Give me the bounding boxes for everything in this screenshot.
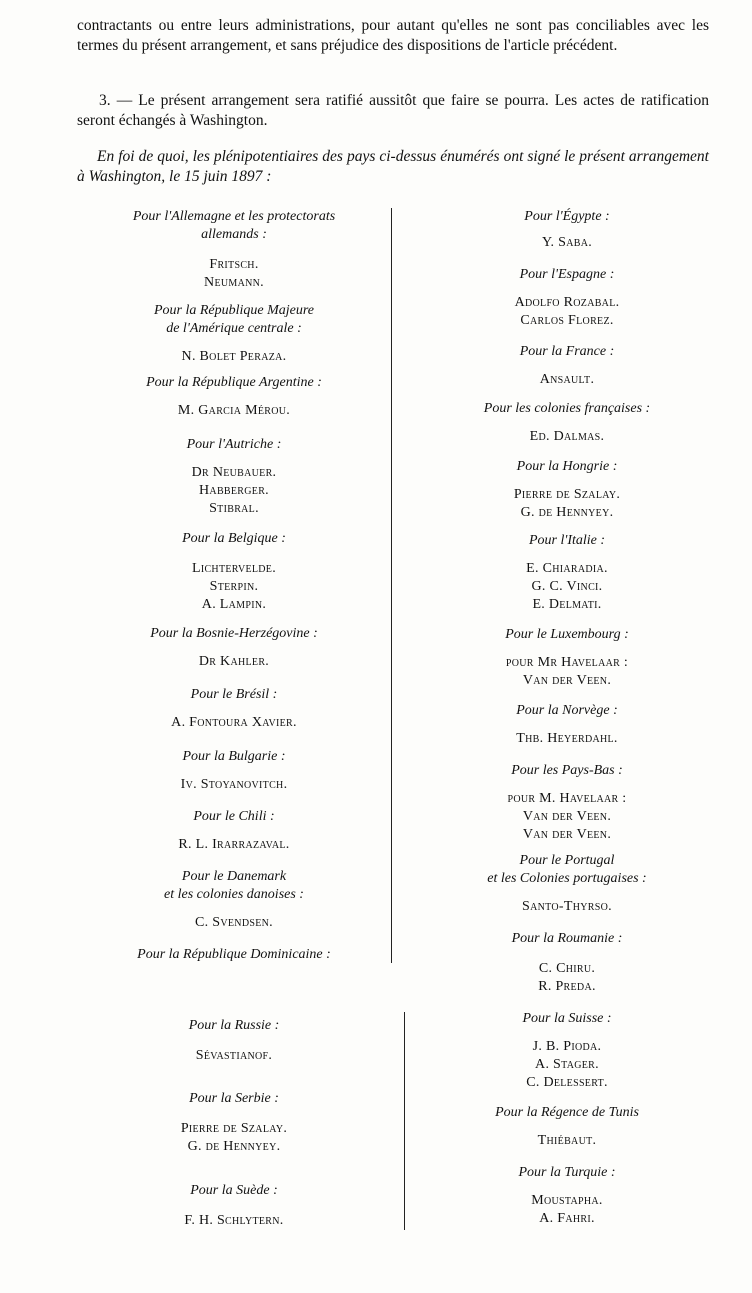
country-label: Pour l'Autriche : xyxy=(186,437,282,452)
signatory-names: Lichtervelde. Sterpin. A. Lampin. xyxy=(191,561,277,612)
signatory-block xyxy=(412,208,722,252)
signatory-block xyxy=(84,302,384,366)
signatory-names: E. Chiaradia. G. C. Vinci. E. Delmati. xyxy=(526,561,608,612)
signatory-block xyxy=(84,946,384,964)
signatory-block xyxy=(412,702,722,748)
country-label: Pour la Russie : xyxy=(188,1018,280,1033)
country-label: Pour la France : xyxy=(519,344,615,359)
signatory-block xyxy=(412,762,722,844)
signatory-block xyxy=(412,266,722,330)
signatory-names: C. Svendsen. xyxy=(195,915,273,930)
signatory-names: F. H. Schlytern. xyxy=(184,1213,284,1228)
signatory-block xyxy=(412,400,722,446)
signatory-names: pour Mr Havelaar : Van der Veen. xyxy=(505,655,629,688)
signatory-names: Moustapha. A. Fahri. xyxy=(531,1193,603,1226)
paragraph-signature-intro: En foi de quoi, les plénipotentiaires des pays ci-dessus énumérés ont signé le présent arrangement à Washington, le 15 juin 1897 : xyxy=(77,148,709,185)
signatory-block xyxy=(412,930,722,996)
signatory-names: C. Chiru. R. Preda. xyxy=(538,961,596,994)
signatory-block xyxy=(412,532,722,614)
country-label: Pour la République Argentine : xyxy=(146,375,322,390)
signatory-names: Pierre de Szalay. G. de Hennyey. xyxy=(513,487,621,520)
signatory-names: Santo-Thyrso. xyxy=(522,899,612,914)
signatory-names: Dr Neubauer. Habberger. Stibral. xyxy=(191,465,277,516)
signatory-block xyxy=(84,436,384,518)
country-label: Pour le Portugal et les Colonies portugaises : xyxy=(487,853,647,886)
signatory-block xyxy=(84,686,384,732)
signatory-names: J. B. Pioda. A. Stager. C. Delessert. xyxy=(526,1039,608,1090)
country-label: Pour la Bosnie-Herzégovine : xyxy=(150,626,318,641)
signatory-block xyxy=(412,1010,722,1092)
signatory-names: A. Fontoura Xavier. xyxy=(171,715,297,730)
country-label: Pour la Bulgarie : xyxy=(182,749,286,764)
signatories-left-column xyxy=(84,0,384,1293)
signatory-block xyxy=(84,1017,384,1065)
signatory-block xyxy=(412,1104,722,1150)
signatory-names: R. L. Irarrazaval. xyxy=(178,837,290,852)
paragraph-continuation: contractants ou entre leurs administrations, pour autant qu'elles ne sont pas conciliables avec les termes du présent arrangement, et sans préjudice des dispositions de l'article précédent. xyxy=(77,17,709,54)
signatory-names: Ansault. xyxy=(539,372,595,387)
signatory-names: Sévastianof. xyxy=(195,1048,273,1063)
signatory-block xyxy=(84,1090,384,1156)
signatory-block xyxy=(84,530,384,614)
country-label: Pour l'Espagne : xyxy=(519,267,615,282)
signatory-block xyxy=(84,625,384,671)
country-label: Pour la Turquie : xyxy=(518,1165,616,1180)
column-divider-upper xyxy=(391,208,392,963)
signatory-names: Ed. Dalmas. xyxy=(529,429,605,444)
paragraph-article-3: 3. — Le présent arrangement sera ratifié aussitôt que faire se pourra. Les actes de ratification seront échangés à Washington. xyxy=(77,92,709,129)
signatory-block xyxy=(412,458,722,522)
signatory-names: Thb. Heyerdahl. xyxy=(516,731,618,746)
signatory-block xyxy=(84,208,384,292)
country-label: Pour le Chili : xyxy=(193,809,275,824)
country-label: Pour la République Dominicaine : xyxy=(137,947,331,962)
country-label: Pour la Suède : xyxy=(190,1183,278,1198)
signatory-names: pour M. Havelaar : Van der Veen. Van der Veen. xyxy=(507,791,627,842)
signatory-block xyxy=(84,1182,384,1230)
signatory-names: Iv. Stoyanovitch. xyxy=(180,777,288,792)
country-label: Pour l'Allemagne et les protectorats allemands : xyxy=(132,209,336,242)
country-label: Pour l'Italie : xyxy=(528,533,606,548)
signatory-names: Thiébaut. xyxy=(537,1133,597,1148)
column-divider-lower xyxy=(404,1012,405,1230)
signatory-block xyxy=(412,626,722,690)
country-label: Pour le Danemark et les colonies danoises : xyxy=(164,869,304,902)
country-label: Pour le Luxembourg : xyxy=(505,627,629,642)
country-label: Pour les Pays-Bas : xyxy=(511,763,623,778)
country-label: Pour la Suisse : xyxy=(522,1011,612,1026)
signatory-names: M. Garcia Mérou. xyxy=(177,403,291,418)
signatory-names: Adolfo Rozabal. Carlos Florez. xyxy=(514,295,620,328)
signatories-right-column xyxy=(412,0,722,1293)
signatory-block xyxy=(84,868,384,932)
country-label: Pour l'Égypte : xyxy=(524,209,610,224)
country-label: Pour la Belgique : xyxy=(182,531,286,546)
signatory-block xyxy=(84,374,384,420)
signatory-names: Pierre de Szalay. G. de Hennyey. xyxy=(180,1121,288,1154)
country-label: Pour les colonies françaises : xyxy=(483,401,651,416)
signatory-names: Dr Kahler. xyxy=(198,654,270,669)
country-label: Pour le Brésil : xyxy=(190,687,278,702)
country-label: Pour la République Majeure de l'Amérique centrale : xyxy=(153,303,315,336)
signatory-names: Fritsch. Neumann. xyxy=(204,257,264,290)
signatory-names: Y. Saba. xyxy=(541,235,593,250)
signatory-block xyxy=(412,1164,722,1228)
signatory-block xyxy=(84,748,384,794)
country-label: Pour la Régence de Tunis xyxy=(495,1105,639,1120)
signatory-block xyxy=(412,343,722,389)
signatory-names: N. Bolet Peraza. xyxy=(181,349,287,364)
country-label: Pour la Roumanie : xyxy=(511,931,623,946)
signatory-block xyxy=(412,852,722,916)
country-label: Pour la Norvège : xyxy=(516,703,618,718)
country-label: Pour la Serbie : xyxy=(189,1091,279,1106)
country-label: Pour la Hongrie : xyxy=(516,459,618,474)
signatory-block xyxy=(84,808,384,854)
